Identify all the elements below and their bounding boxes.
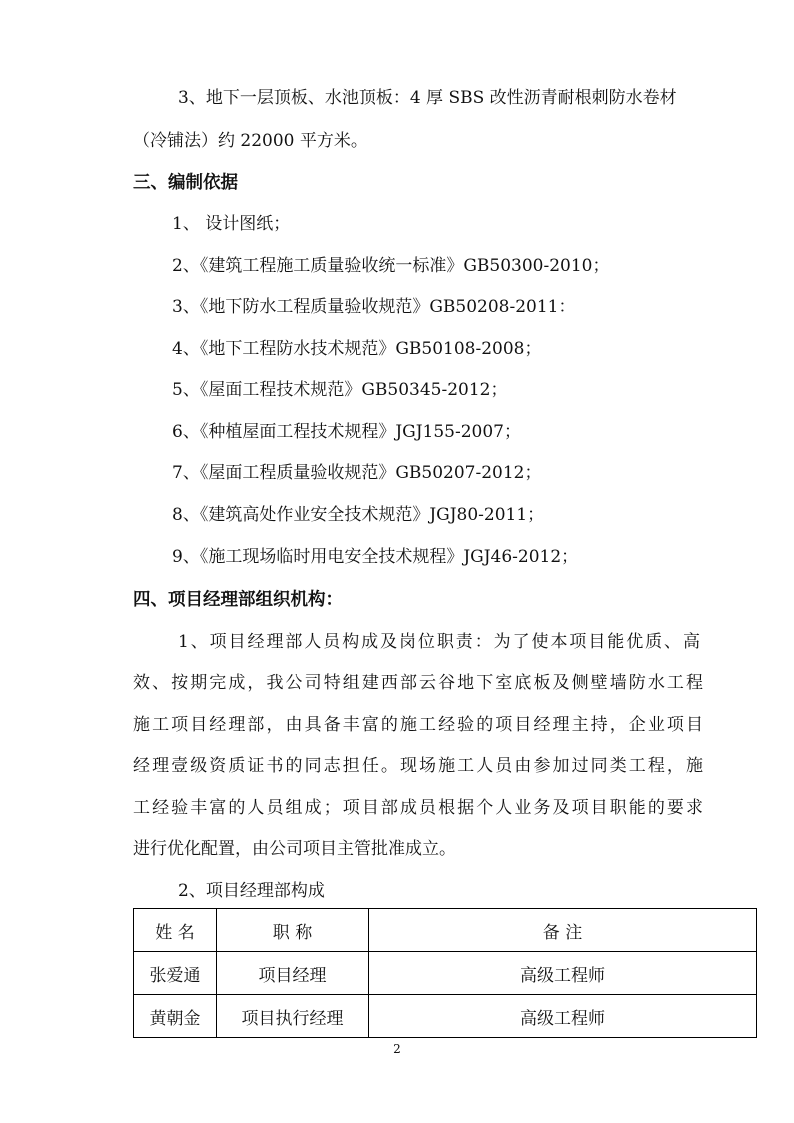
basis-item-8: 8、《建筑高处作业安全技术规范》JGJ80-2011； (172, 505, 545, 525)
basis-item-7: 7、《屋面工程质量验收规范》GB50207-2012； (172, 463, 542, 483)
staff-table (133, 908, 757, 1038)
cell-title: 项目经理 (217, 952, 369, 995)
section-heading-basis: 三、编制依据 (133, 173, 238, 193)
cell-name: 张爱通 (134, 952, 217, 995)
header-name: 姓 名 (134, 909, 217, 952)
table-row (134, 952, 757, 995)
basis-item-5: 5、《屋面工程技术规范》GB50345-2012； (172, 380, 508, 400)
scope-item-3-line-1: 3、地下一层顶板、水池顶板：4 厚 SBS 改性沥青耐根刺防水卷材 (178, 88, 677, 108)
org-paragraph-line-6: 进行优化配置，由公司项目主管批准成立。 (133, 839, 456, 859)
table-row (134, 995, 757, 1038)
header-title: 职 称 (217, 909, 369, 952)
header-remark: 备 注 (369, 909, 757, 952)
basis-item-9: 9、《施工现场临时用电安全技术规程》JGJ46-2012； (172, 547, 579, 567)
page-number: 2 (393, 1042, 401, 1056)
basis-item-3: 3、《地下防水工程质量验收规范》GB50208-2011： (172, 297, 576, 317)
basis-item-1: 1、 设计图纸； (172, 214, 291, 234)
scope-item-3-line-2: （冷铺法）约 22000 平方米。 (133, 131, 368, 151)
org-paragraph-line-1: 1、项目经理部人员构成及岗位职责：为了使本项目能优质、高 (178, 632, 700, 652)
cell-remark: 高级工程师 (369, 995, 757, 1038)
sub-heading-structure: 2、项目经理部构成 (178, 881, 325, 901)
org-paragraph-line-2: 效、按期完成，我公司特组建西部云谷地下室底板及侧壁墙防水工程 (133, 673, 703, 693)
cell-title: 项目执行经理 (217, 995, 369, 1038)
basis-item-6: 6、《种植屋面工程技术规程》JGJ155-2007； (172, 422, 521, 442)
cell-remark: 高级工程师 (369, 952, 757, 995)
table-header-row (134, 909, 757, 952)
org-paragraph-line-3: 施工项目经理部，由具备丰富的施工经验的项目经理主持，企业项目 (133, 715, 703, 735)
cell-name: 黄朝金 (134, 995, 217, 1038)
basis-item-2: 2、《建筑工程施工质量验收统一标准》GB50300-2010； (172, 256, 610, 276)
basis-item-4: 4、《地下工程防水技术规范》GB50108-2008； (172, 339, 542, 359)
org-paragraph-line-5: 工经验丰富的人员组成；项目部成员根据个人业务及项目职能的要求 (133, 798, 703, 818)
section-heading-organization: 四、项目经理部组织机构： (133, 590, 343, 610)
org-paragraph-line-4: 经理壹级资质证书的同志担任。现场施工人员由参加过同类工程，施 (133, 756, 703, 776)
